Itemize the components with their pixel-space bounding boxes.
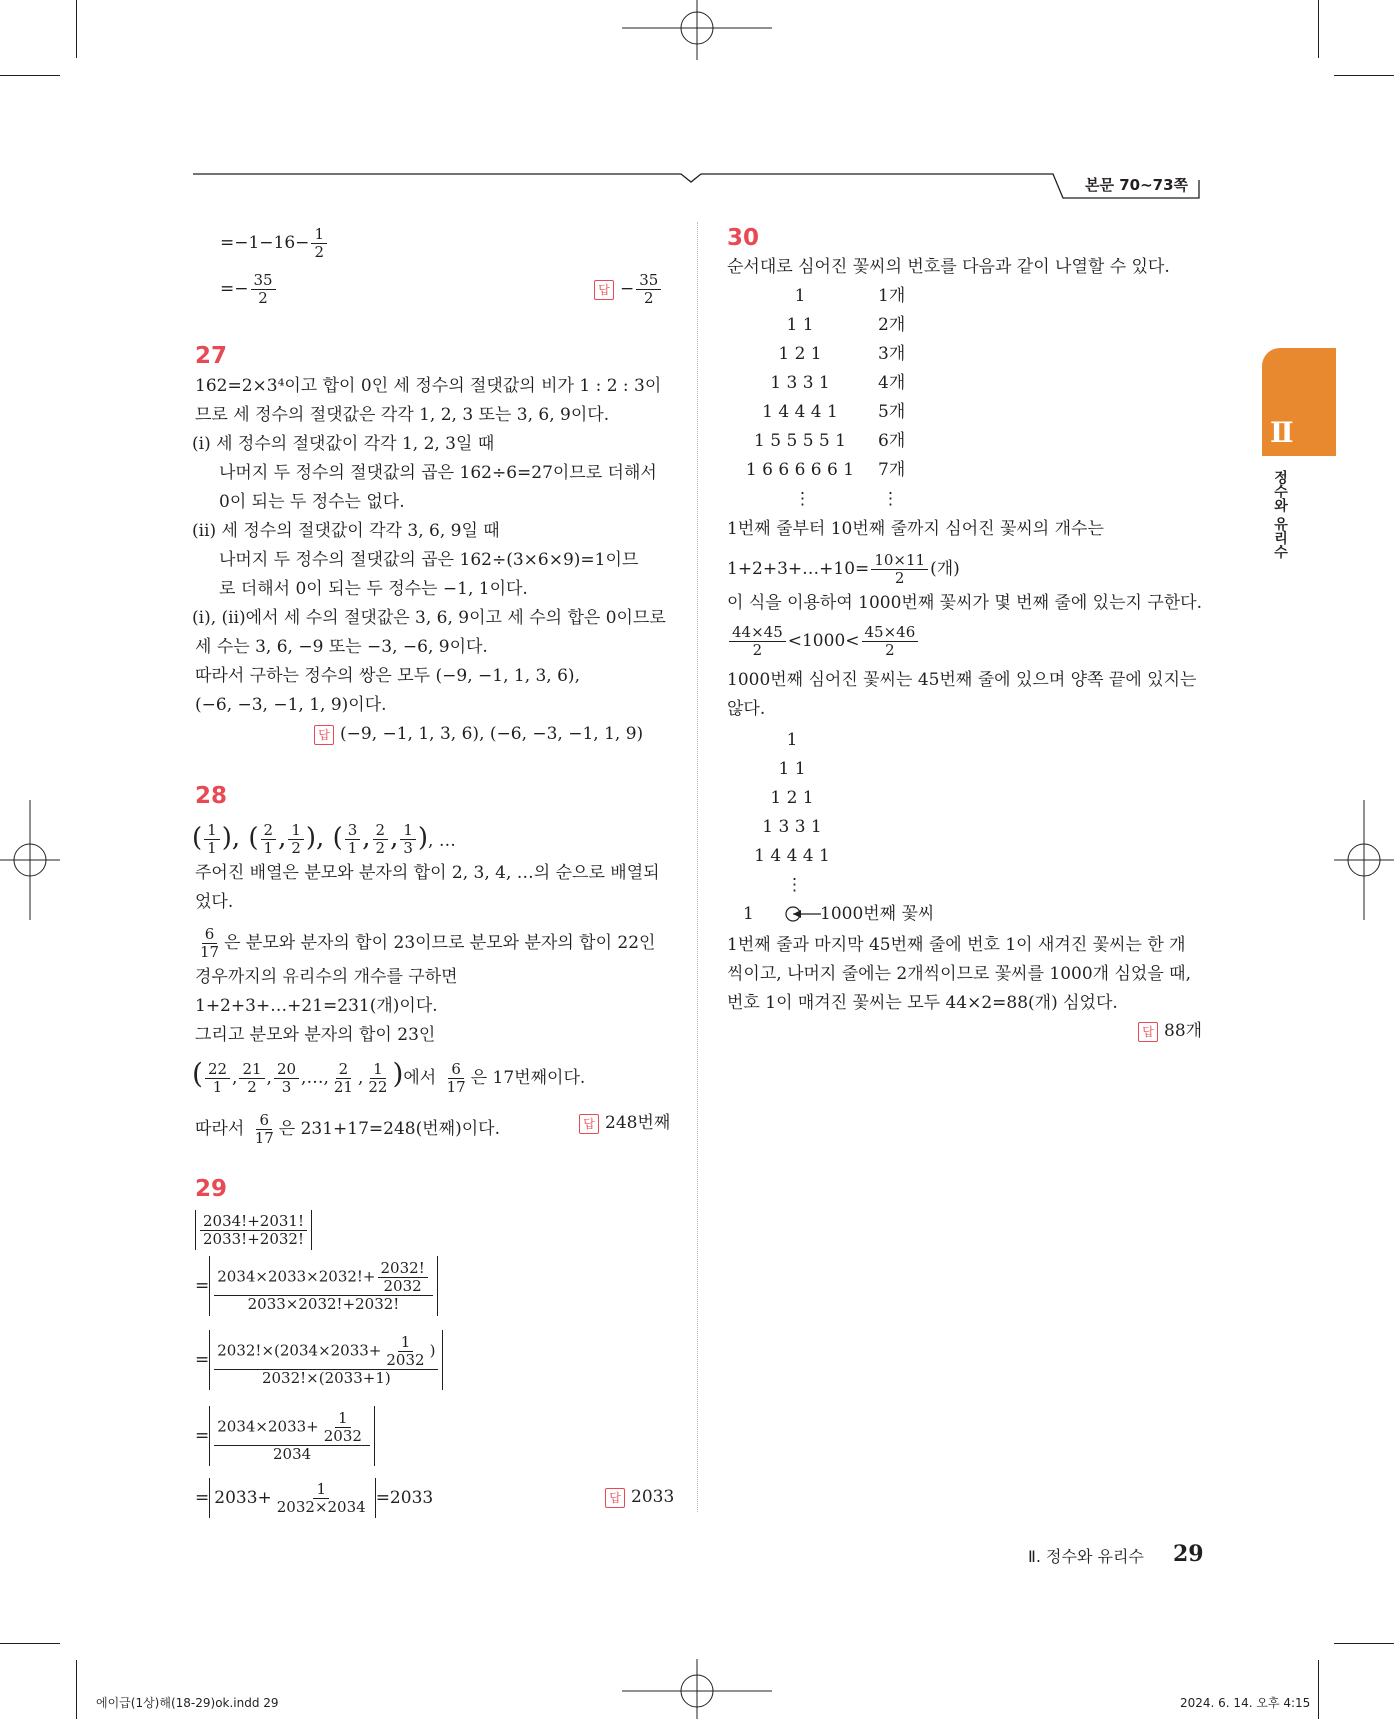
problem-number: 28 — [195, 783, 228, 809]
fraction: $\frac{35}{2}$ — [251, 272, 276, 307]
seed-count: 4개 — [878, 373, 906, 393]
p27-line: 로 더해서 0이 되는 두 정수는 −1, 1이다. — [219, 579, 528, 599]
footer-chapter-label: Ⅱ. 정수와 유리수 — [1028, 1547, 1144, 1566]
p29-answer: 답 2033 — [605, 1486, 674, 1508]
p30-line: 번호 1이 매겨진 꽃씨는 모두 44×2=88(개) 심었다. — [727, 993, 1118, 1013]
chapter-vertical-label: 정수와 유리수 — [1272, 470, 1288, 559]
seed-count: 7개 — [878, 460, 906, 480]
p30-line: 순서대로 심어진 꽃씨의 번호를 다음과 같이 나열할 수 있다. — [727, 257, 1170, 277]
p30-line: 이 식을 이용하여 1000번째 꽃씨가 몇 번째 줄에 있는지 구한다. — [727, 593, 1203, 613]
p26-line1: =−1−16− $\frac{1}{2}$ — [220, 226, 329, 261]
seed-row: 1 5 5 5 5 1 — [754, 431, 846, 451]
seed-row: 1 3 3 1 — [762, 817, 822, 837]
problem-number: 29 — [195, 1176, 228, 1202]
p27-line: 나머지 두 정수의 절댓값의 곱은 162÷6=27이므로 더해서 — [219, 463, 657, 483]
crop-mark — [1318, 0, 1319, 58]
p30-last-row-label: 1000번째 꽃씨 — [820, 904, 935, 924]
crop-mark — [0, 75, 60, 76]
seed-count: 6개 — [878, 431, 906, 451]
answer-badge: 답 — [1138, 1022, 1158, 1042]
p27-line: 따라서 구하는 정수의 쌍은 모두 (−9, −1, 1, 3, 6), — [195, 666, 580, 686]
p28-line: ( $\frac{22}{1}$ , $\frac{21}{2}$ , $\frac{20}{3}$ ,…, $\frac{2}{21}$ , $\frac{1}{22}$ )에서 $\frac{6}{17}$ 은 17번째이다. — [192, 1057, 586, 1096]
seed-row: 1 2 1 — [778, 344, 822, 364]
p28-line: 1+2+3+…+21=231(개)이다. — [195, 996, 438, 1016]
vertical-dots: ⋮ — [882, 489, 899, 509]
p27-line: 므로 세 정수의 절댓값은 각각 1, 2, 3 또는 3, 6, 9이다. — [195, 405, 610, 425]
seed-row: 1 4 4 4 1 — [762, 402, 838, 422]
p27-line: 세 수는 3, 6, −9 또는 −3, −6, 9이다. — [195, 637, 488, 657]
seed-count: 5개 — [878, 402, 906, 422]
p30-line: 1+2+3+…+10= $\frac{10\times 11}{2}$ (개) — [727, 551, 960, 587]
problem-number: 30 — [727, 225, 760, 251]
arrow-pointer-icon — [783, 904, 823, 924]
p27-line: (ⅱ) 세 정수의 절댓값이 각각 3, 6, 9일 때 — [192, 521, 500, 541]
p30-line: 않다. — [727, 699, 766, 719]
p28-line: 었다. — [195, 892, 234, 912]
p26-answer: 답 − $\frac{35}{2}$ — [594, 272, 663, 307]
answer-badge: 답 — [314, 725, 334, 745]
p27-line: (−6, −3, −1, 1, 9)이다. — [195, 695, 387, 715]
seed-count: 2개 — [878, 315, 906, 335]
p30-line: 씩이고, 나머지 줄에는 2개씩이므로 꽃씨를 1000개 심었을 때, — [727, 964, 1191, 984]
p30-answer: 답 88개 — [1138, 1020, 1202, 1042]
p28-sequence: ( $\frac{1}{1}$ ), ( $\frac{2}{1}$ , $\frac{1}{2}$ ), ( $\frac{3}{1}$ , $\frac{2}{2}$ , $\frac{1}{3}$ ), … — [192, 820, 456, 857]
seed-row: 1 — [786, 730, 798, 750]
p29-expr0: $\frac{2034!+2031!}{2033!+2032!}$ — [195, 1210, 312, 1250]
crop-mark — [0, 1643, 60, 1644]
p27-line: 0이 되는 두 정수는 없다. — [219, 492, 405, 512]
problem-number: 27 — [195, 343, 228, 369]
fraction: $\frac{1}{2}$ — [311, 226, 327, 261]
p27-line: 나머지 두 정수의 절댓값의 곱은 162÷(3×6×9)=1이므 — [219, 550, 639, 570]
registration-mark-icon — [622, 0, 772, 60]
p28-line: 따라서 $\frac{6}{17}$ 은 231+17=248(번째)이다. — [195, 1111, 500, 1147]
p29-expr1: = 2034×2033×2032!+ $\frac{2032!}{2032}$ 2033×2032!+2032! — [195, 1256, 438, 1316]
p30-line: 1번째 줄부터 10번째 줄까지 심어진 꽃씨의 개수는 — [727, 519, 1104, 539]
seed-count: 1개 — [878, 286, 906, 306]
p28-line: 경우까지의 유리수의 개수를 구하면 — [195, 967, 458, 987]
p29-expr2: = 2032!×(2034×2033+ $\frac{1}{2032}$ ) 2032!×(2033+1) — [195, 1330, 443, 1390]
vertical-dots: ⋮ — [786, 875, 803, 895]
crop-mark — [1334, 75, 1394, 76]
registration-mark-icon — [622, 1659, 772, 1719]
p29-expr3: = 2034×2033+ $\frac{1}{2032}$ 2034 — [195, 1406, 375, 1466]
registration-mark-icon — [1334, 800, 1394, 920]
p30-line: 1000번째 심어진 꽃씨는 45번째 줄에 있으며 양쪽 끝에 있지는 — [727, 670, 1197, 690]
p28-line: 주어진 배열은 분모와 분자의 합이 2, 3, 4, …의 순으로 배열되 — [195, 863, 660, 883]
p28-line: 그리고 분모와 분자의 합이 23인 — [195, 1025, 436, 1045]
footer-timestamp: 2024. 6. 14. 오후 4:15 — [1180, 1696, 1311, 1710]
p26-line2: =− $\frac{35}{2}$ — [220, 272, 278, 307]
p27-line: (ⅰ), (ⅱ)에서 세 수의 절댓값은 3, 6, 9이고 세 수의 합은 0이므로 — [192, 608, 666, 628]
header-page-range: 본문 70∼73쪽 — [1085, 176, 1189, 194]
seed-count: 3개 — [878, 344, 906, 364]
crop-mark — [1318, 1660, 1319, 1719]
seed-row: 1 1 — [786, 315, 814, 335]
p27-line: 162=2×3⁴이고 합이 0인 세 정수의 절댓값의 비가 1 : 2 : 3이 — [195, 376, 662, 396]
p27-answer: 답 (−9, −1, 1, 3, 6), (−6, −3, −1, 1, 9) — [314, 723, 643, 745]
crop-mark — [76, 1660, 77, 1719]
chapter-roman: Ⅱ — [1270, 416, 1294, 449]
chapter-tab — [1262, 348, 1336, 456]
seed-row: 1 — [794, 286, 806, 306]
seed-row: 1 2 1 — [770, 788, 814, 808]
p28-answer: 답 248번째 — [579, 1112, 670, 1134]
p30-last-row-one: 1 — [743, 904, 754, 924]
header-rule — [193, 168, 1205, 204]
answer-badge: 답 — [594, 280, 614, 300]
p30-line: $\frac{44\times 45}{2}$ <1000< $\frac{45\times 46}{2}$ — [727, 624, 920, 659]
p28-line: $\frac{6}{17}$ 은 분모와 분자의 합이 23이므로 분모와 분자의 합이 22인 — [200, 925, 656, 961]
seed-row: 1 1 — [778, 759, 806, 779]
seed-row: 1 6 6 6 6 6 1 — [745, 460, 855, 480]
footer-file-name: 에이급(1상)해(18-29)ok.indd 29 — [96, 1696, 279, 1710]
footer-page-number: 29 — [1173, 1541, 1204, 1567]
p27-line: (ⅰ) 세 정수의 절댓값이 각각 1, 2, 3일 때 — [192, 434, 495, 454]
answer-badge: 답 — [579, 1114, 599, 1134]
p30-line: 1번째 줄과 마지막 45번째 줄에 번호 1이 새겨진 꽃씨는 한 개 — [727, 935, 1186, 955]
answer-badge: 답 — [605, 1488, 625, 1508]
registration-mark-icon — [0, 800, 60, 920]
vertical-dots: ⋮ — [794, 489, 811, 509]
crop-mark — [76, 0, 77, 58]
seed-row: 1 3 3 1 — [770, 373, 830, 393]
crop-mark — [1334, 1643, 1394, 1644]
p29-expr4: = 2033+ $\frac{1}{2032\times 2034}$ =2033 — [195, 1480, 434, 1516]
seed-row: 1 4 4 4 1 — [754, 846, 830, 866]
